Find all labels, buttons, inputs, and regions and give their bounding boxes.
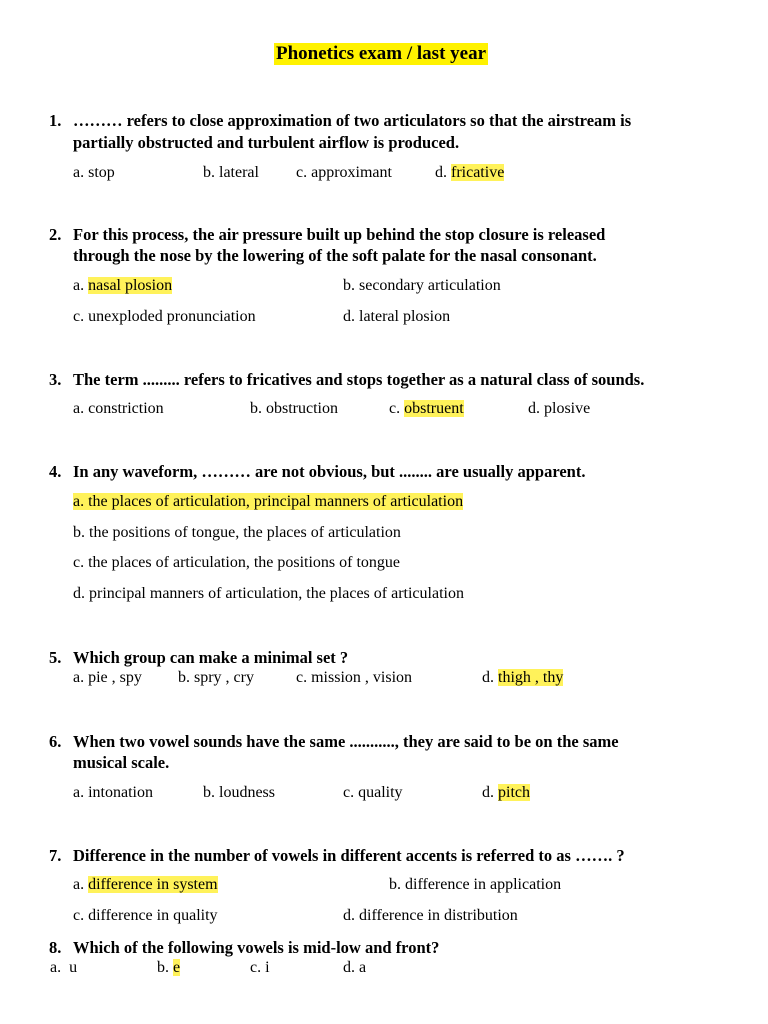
answer-option: [73, 399, 164, 419]
option-text: intonation: [88, 784, 153, 801]
question-number: 1.: [49, 111, 62, 130]
option-prefix: a.: [73, 669, 89, 686]
answer-option: [296, 163, 392, 183]
option-prefix: b.: [203, 784, 219, 801]
highlighted-answer: obstruent: [404, 400, 464, 417]
option-prefix: b.: [389, 876, 405, 893]
option-text: spry , cry: [194, 669, 254, 686]
highlighted-answer: fricative: [451, 164, 505, 181]
option-text: lateral plosion: [359, 308, 451, 325]
option-text: stop: [88, 164, 115, 181]
option-text: difference in application: [405, 876, 562, 893]
option-prefix: c.: [73, 907, 89, 924]
answer-option: [73, 783, 153, 803]
option-text: the positions of tongue, the places of articulation: [89, 524, 401, 541]
question-number: 8.: [49, 938, 62, 957]
answer-option-correct: [73, 276, 172, 296]
answer-option-correct: [435, 163, 504, 183]
option-text: the places of articulation, the positions of tongue: [88, 554, 401, 571]
option-prefix: d.: [482, 784, 498, 801]
option-prefix: b.: [157, 959, 173, 976]
answer-option-correct: [73, 492, 463, 512]
answer-option: [73, 307, 256, 327]
option-text: u: [69, 959, 78, 976]
question-number: 2.: [49, 225, 62, 244]
option-prefix: a.: [73, 876, 89, 893]
answer-option-correct: [482, 783, 530, 803]
option-text: a: [359, 959, 367, 976]
option-prefix: c.: [296, 669, 312, 686]
option-text: mission , vision: [311, 669, 413, 686]
question-text-line: partially obstructed and turbulent airflow is produced.: [73, 133, 460, 152]
question-number: 4.: [49, 462, 62, 481]
question-text-line: through the nose by the lowering of the soft palate for the nasal consonant.: [73, 246, 597, 265]
option-prefix: c.: [296, 164, 312, 181]
question-text-line: Which group can make a minimal set ?: [73, 648, 349, 667]
answer-option: [73, 906, 218, 926]
answer-option: [203, 783, 275, 803]
answer-option: [389, 875, 561, 895]
option-text: principal manners of articulation, the places of articulation: [89, 585, 464, 602]
option-text: quality: [358, 784, 403, 801]
question-text-line: The term ......... refers to fricatives and stops together as a natural class of sounds.: [73, 370, 645, 389]
answer-option: [50, 958, 77, 978]
answer-option: [343, 958, 366, 978]
question-text-line: Which of the following vowels is mid-low and front?: [73, 938, 440, 957]
option-text: unexploded pronunciation: [88, 308, 256, 325]
option-prefix: d.: [343, 308, 359, 325]
answer-option: [528, 399, 590, 419]
page-title: Phonetics exam / last year: [276, 43, 487, 64]
option-prefix: b.: [250, 400, 266, 417]
question-text-line: musical scale.: [73, 753, 170, 772]
answer-option: [250, 958, 270, 978]
option-prefix: c.: [73, 554, 89, 571]
option-prefix: d.: [482, 669, 498, 686]
option-prefix: c.: [389, 400, 405, 417]
option-prefix: d.: [343, 959, 359, 976]
answer-option: [343, 276, 501, 296]
option-prefix: b.: [343, 277, 359, 294]
question-text-line: When two vowel sounds have the same ..........., they are said to be on the same: [73, 732, 619, 751]
option-prefix: d.: [73, 585, 89, 602]
answer-option: [203, 163, 259, 183]
option-text: pie , spy: [88, 669, 142, 686]
highlighted-answer: e: [173, 959, 181, 976]
question-text-line: For this process, the air pressure built up behind the stop closure is released: [73, 225, 606, 244]
option-prefix: d.: [343, 907, 359, 924]
answer-option-correct: [389, 399, 464, 419]
option-text: secondary articulation: [359, 277, 501, 294]
question-number: 7.: [49, 846, 62, 865]
option-text: difference in quality: [88, 907, 218, 924]
answer-option: [343, 906, 518, 926]
highlighted-answer: pitch: [498, 784, 530, 801]
answer-option: [343, 783, 403, 803]
option-text: approximant: [311, 164, 392, 181]
option-text: lateral: [219, 164, 259, 181]
option-prefix: b.: [203, 164, 219, 181]
option-text: i: [265, 959, 270, 976]
highlighted-answer: difference in system: [88, 876, 218, 893]
question-number: 5.: [49, 648, 62, 667]
option-prefix: a.: [73, 784, 89, 801]
option-text: loudness: [219, 784, 275, 801]
option-prefix: a.: [73, 164, 89, 181]
option-text: plosive: [544, 400, 591, 417]
answer-option-correct: [157, 958, 180, 978]
answer-option-correct: [482, 668, 563, 688]
option-prefix: b.: [73, 524, 89, 541]
option-prefix: d.: [435, 164, 451, 181]
answer-option: [73, 584, 464, 604]
option-prefix: c.: [73, 308, 89, 325]
option-text: difference in distribution: [359, 907, 518, 924]
option-text: obstruction: [266, 400, 338, 417]
question-text-line: In any waveform, ……… are not obvious, but ........ are usually apparent.: [73, 462, 586, 481]
answer-option: [73, 668, 142, 688]
question-text-line: Difference in the number of vowels in different accents is referred to as ……. ?: [73, 846, 625, 865]
option-prefix: d.: [528, 400, 544, 417]
answer-option: [178, 668, 254, 688]
answer-option: [73, 163, 115, 183]
answer-option: [296, 668, 412, 688]
answer-option: [73, 523, 401, 543]
highlighted-answer: a. the places of articulation, principal manners of articulation: [73, 493, 464, 510]
option-prefix: a.: [73, 400, 89, 417]
option-prefix: a.: [50, 959, 70, 976]
answer-option: [343, 307, 450, 327]
question-number: 6.: [49, 732, 62, 751]
question-text-line: ……… refers to close approximation of two articulators so that the airstream is: [73, 111, 632, 130]
question-number: 3.: [49, 370, 62, 389]
option-text: constriction: [88, 400, 164, 417]
answer-option: [73, 553, 400, 573]
option-prefix: c.: [250, 959, 266, 976]
option-prefix: a.: [73, 277, 89, 294]
highlighted-answer: thigh , thy: [498, 669, 564, 686]
option-prefix: b.: [178, 669, 194, 686]
highlighted-answer: nasal plosion: [88, 277, 173, 294]
option-prefix: c.: [343, 784, 359, 801]
answer-option: [250, 399, 338, 419]
answer-option-correct: [73, 875, 218, 895]
